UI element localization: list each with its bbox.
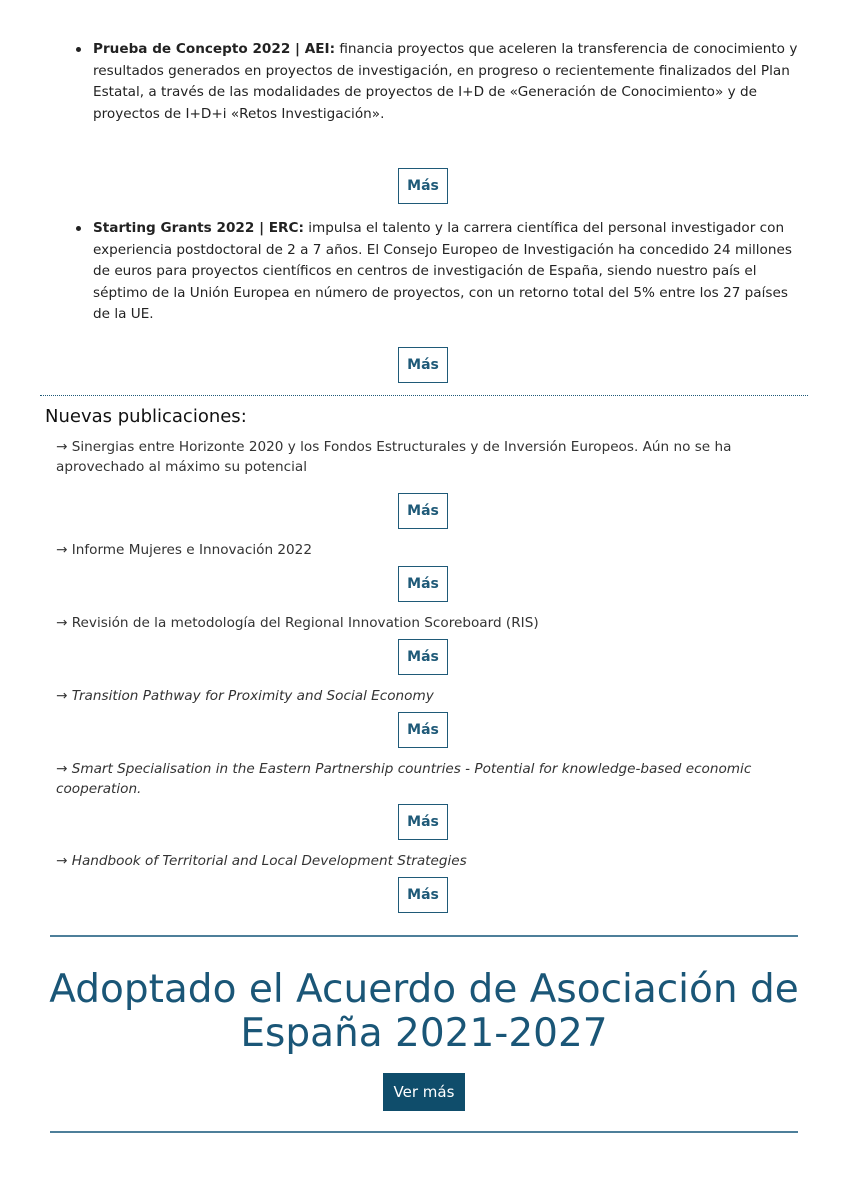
more-button[interactable]: Más <box>398 493 448 529</box>
feature-bottom-divider <box>50 1131 798 1133</box>
publication-title: Sinergias entre Horizonte 2020 y los Fondos Estructurales y de Inversión Europeos. Aún no se ha aprovechado al máximo su potencial <box>56 439 732 475</box>
publication-title: Informe Mujeres e Innovación 2022 <box>71 542 312 558</box>
more-button[interactable]: Más <box>398 566 448 602</box>
funding-item <box>93 39 799 125</box>
arrow-icon: → <box>56 439 72 455</box>
more-button[interactable]: Más <box>398 712 448 748</box>
publications-heading: Nuevas publicaciones: <box>45 406 247 427</box>
arrow-icon: → <box>56 688 72 704</box>
publication-title: Handbook of Territorial and Local Development Strategies <box>71 853 467 869</box>
more-button[interactable]: Más <box>398 877 448 913</box>
publication-item[interactable] <box>56 438 796 477</box>
publication-title: Smart Specialisation in the Eastern Partnership countries - Potential for knowledge-based economic cooperation. <box>56 761 752 797</box>
funding-item <box>93 218 799 326</box>
publication-title: Revisión de la metodología del Regional Innovation Scoreboard (RIS) <box>71 615 539 631</box>
more-button[interactable]: Más <box>398 347 448 383</box>
publication-item[interactable] <box>56 852 796 872</box>
more-button[interactable]: Más <box>398 639 448 675</box>
feature-top-divider <box>50 935 798 937</box>
funding-item-title: Starting Grants 2022 | ERC: <box>93 220 304 236</box>
publication-item[interactable] <box>56 760 796 799</box>
feature-title: Adoptado el Acuerdo de Asociación de España 2021-2027 <box>49 967 799 1056</box>
see-more-button[interactable]: Ver más <box>383 1073 465 1111</box>
arrow-icon: → <box>56 853 72 869</box>
more-button[interactable]: Más <box>398 168 448 204</box>
arrow-icon: → <box>56 542 72 558</box>
arrow-icon: → <box>56 615 72 631</box>
publication-item[interactable] <box>56 687 796 707</box>
arrow-icon: → <box>56 761 72 777</box>
publication-item[interactable] <box>56 541 796 561</box>
section-divider <box>40 395 808 396</box>
publication-item[interactable] <box>56 614 796 634</box>
more-button[interactable]: Más <box>398 804 448 840</box>
publication-title: Transition Pathway for Proximity and Social Economy <box>71 688 434 704</box>
funding-item-title: Prueba de Concepto 2022 | AEI: <box>93 41 336 57</box>
funding-item-text: impulsa el talento y la carrera científica del personal investigador con experiencia postdoctoral de 2 a 7 años. El Consejo Europeo de Investigación ha concedido 24 millones de euros para proyectos científicos en centros de investigación de España, siendo nuestro país el séptimo de la Unión Europea en número de proyectos, con un retorno total del 5% entre los 27 países de la UE. <box>93 220 792 322</box>
funding-item-text: financia proyectos que aceleren la transferencia de conocimiento y resultados generados en proyectos de investigación, en progreso o recientemente finalizados del Plan Estatal, a través de las modalidades de proyectos de I+D de «Generación de Conocimiento» y de proyectos de I+D+i «Retos Investigación». <box>93 41 798 122</box>
